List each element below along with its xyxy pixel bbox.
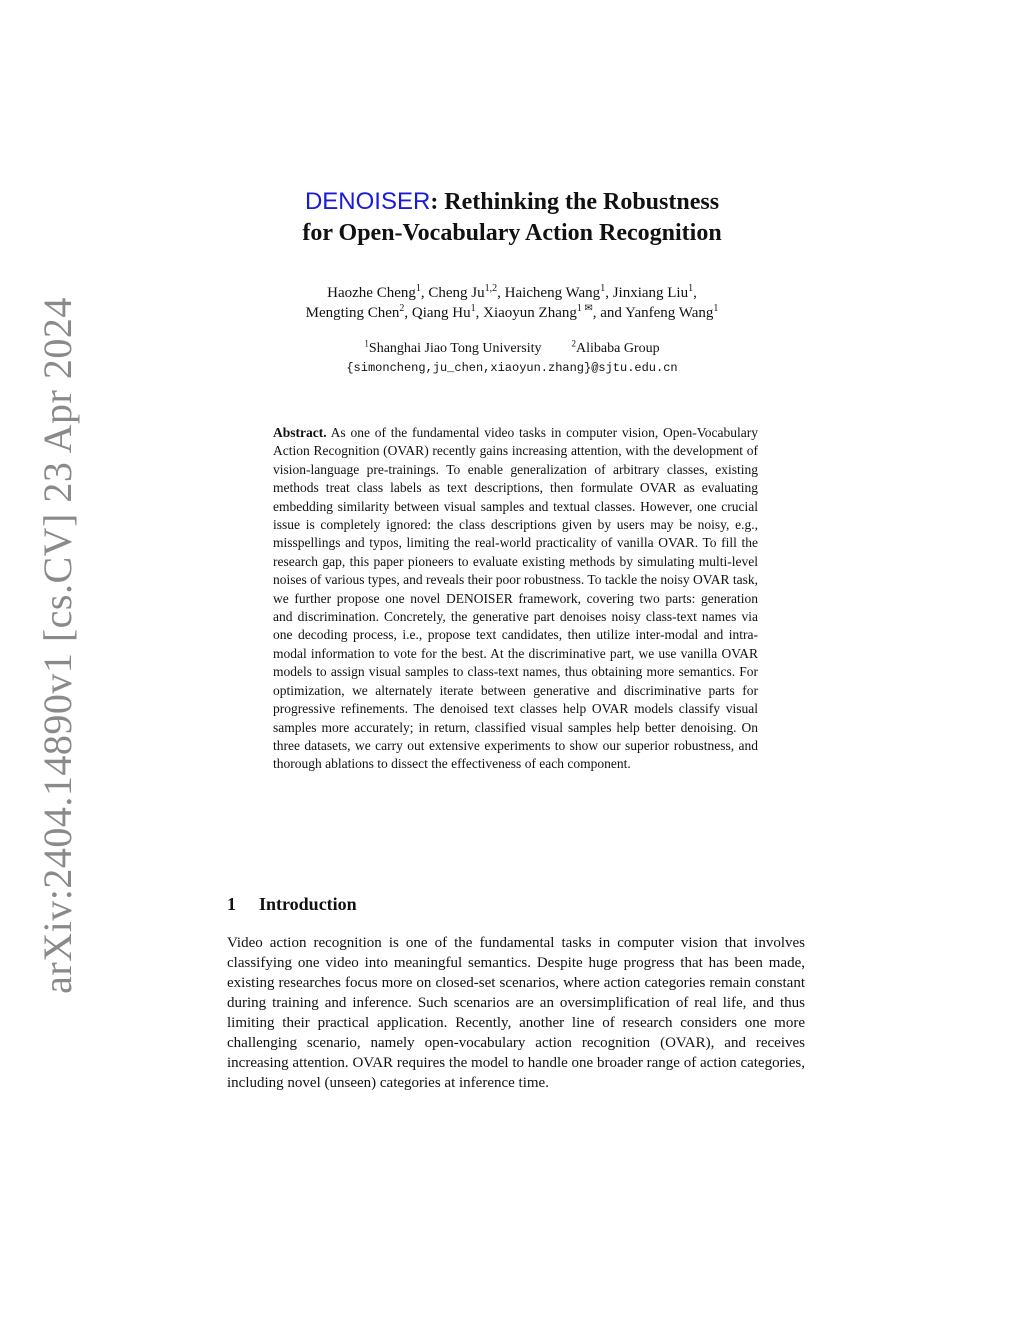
contact-email: {simoncheng,ju_chen,xiaoyun.zhang}@sjtu.edu.cn [346,361,678,375]
abstract-label: Abstract. [273,425,327,440]
section-number: 1 [227,894,236,914]
author-affil-mark: 2 [399,303,405,314]
affiliation-line [0,339,1024,359]
author-name: Jinxiang Liu [612,285,689,301]
author-name: Mengting Chen [305,305,400,321]
abstract-block [273,424,758,774]
author-name: Yanfeng Wang [625,305,714,321]
author-affil-mark: 1 [470,303,476,314]
author-list [0,283,1024,323]
author-affil-mark: 1 [415,283,421,294]
arxiv-identifier-stamp [27,296,87,994]
author-conjunction: and [600,305,622,321]
title-line-1 [0,186,1024,218]
paper-title [0,186,1024,249]
author-name: Xiaoyun Zhang [483,305,577,321]
affiliation-mark: 2 [571,338,576,349]
section-title: Introduction [259,894,357,914]
author-affil-mark: 1,2 [484,283,498,294]
author-affil-mark: 1 [600,283,606,294]
introduction-paragraph: Video action recognition is one of the fundamental tasks in computer vision that involves classifying one video into meaningful semantics. Despite huge progress that has been made, existing researches focus more on closed-set scenarios, where action categories remain constant during training and inference. Such scenarios are an oversimplification of real life, and thus limiting their practical application. Recently, another line of research considers one more challenging scenario, namely open-vocabulary action recognition (OVAR), and receives increasing attention. OVAR requires the model to handle one broader range of action categories, including novel (unseen) categories at inference time. [227,935,805,1091]
affiliation-name: Shanghai Jiao Tong University [368,341,542,356]
author-line-2: Mengting Chen$^2$, Qiang Hu$^1$, Xiaoyun Zhang$^{1 ✉}$, and Yanfeng Wang$^1$ [305,303,719,321]
title-brand-name: DENOISER [304,188,431,215]
author-name: Qiang Hu [411,305,471,321]
author-affil-mark: 1 [713,303,719,314]
author-name: Cheng Ju [428,285,485,301]
author-name: Haicheng Wang [504,285,601,301]
title-line-1-rest: : Rethinking the Robustness [430,189,720,215]
title-line-2: for Open-Vocabulary Action Recognition [302,220,722,246]
abstract-text: As one of the fundamental video tasks in computer vision, Open-Vocabulary Action Recognition (OVAR) recently gains increasing attention, with the development of vision-language pre-trainings. To enable generalization of arbitrary classes, existing methods treat class labels as text descriptions, then formulate OVAR as evaluating embedding similarity between visual samples and textual classes. However, one crucial issue is completely ignored: the class descriptions given by users may be noisy, e.g., misspellings and typos, limiting the real-world practicality of vanilla OVAR. To fill the research gap, this paper pioneers to evaluate existing methods by simulating multi-level noises of various types, and reveals their poor robustness. To tackle the noisy OVAR task, we further propose one novel DENOISER framework, covering two parts: generation and discrimination. Concretely, the generative part denoises noisy class-text names via one decoding process, i.e., propose text candidates, then utilize inter-modal and intra-modal information to vote for the best. At the discriminative part, we use vanilla OVAR models to assign visual samples to class-text names, thus obtaining more semantics. For optimization, we alternately iterate between generative and discriminative parts for progressive refinements. The denoised text classes help OVAR models classify visual samples more accurately; in return, classified visual samples help better denoising. On three datasets, we carry out extensive experiments to show our superior robustness, and thorough ablations to dissect the effectiveness of each component. [273,425,758,772]
author-line-1: Haozhe Cheng$^1$, Cheng Ju$^{1,2}$, Haicheng Wang$^1$, Jinxiang Liu$^1$, [327,283,697,301]
section-heading-introduction [227,892,807,916]
arxiv-identifier-text: arXiv:2404.14890v1 [cs.CV] 23 Apr 2024 [34,296,80,994]
affiliation-name: Alibaba Group [576,341,660,356]
author-affil-mark: 1 [688,283,694,294]
affiliation-mark: 1 [364,338,369,349]
author-affil-mark: 1 ✉ [576,303,593,314]
author-name: Haozhe Cheng [327,285,416,301]
